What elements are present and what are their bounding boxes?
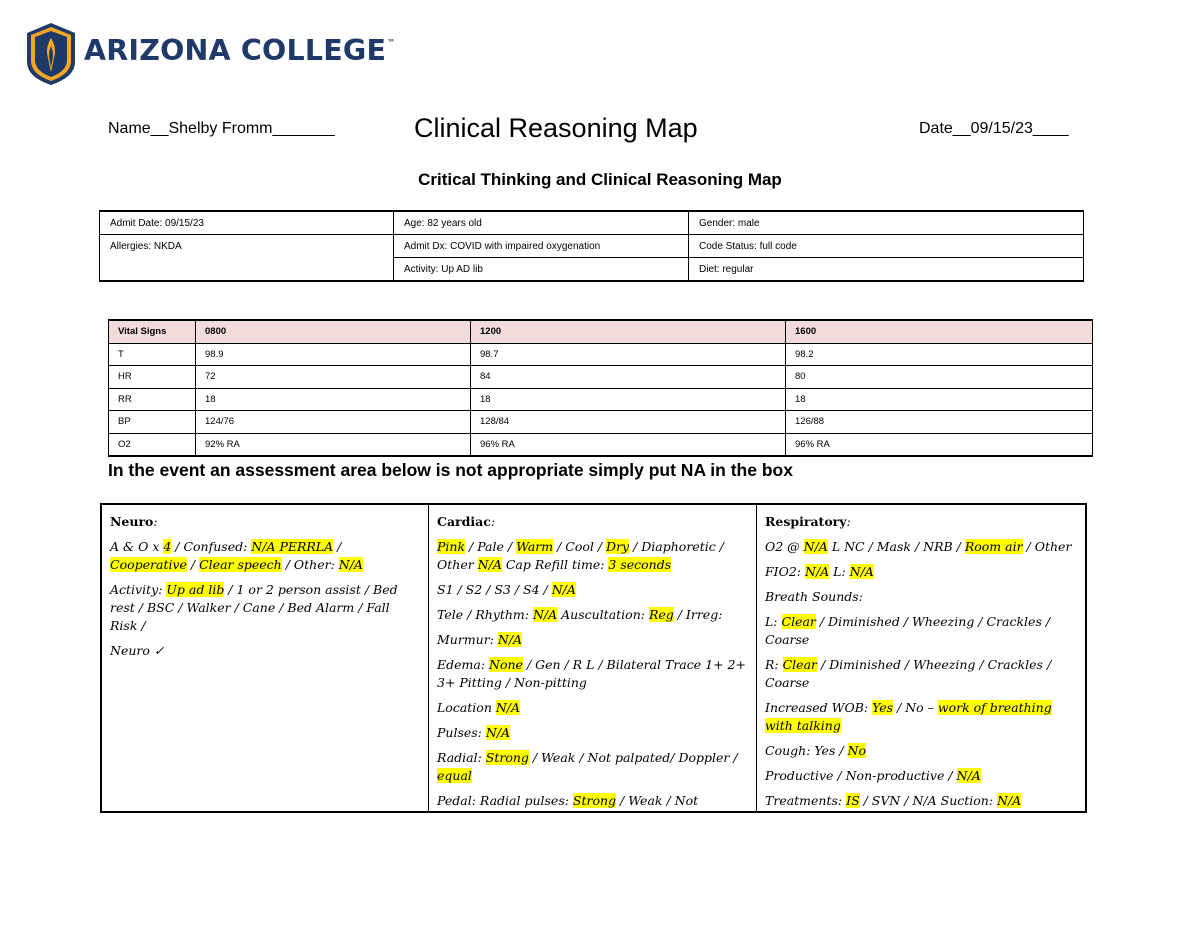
table-row (109, 366, 1093, 389)
cardiac-rhythm: Tele / Rhythm: N/A Auscultation: Reg / Irreg: (437, 607, 723, 622)
admit-date: Admit Date: 09/15/23 (100, 211, 394, 235)
neuro-activity: Activity: Up ad lib / 1 or 2 person assist / Bed rest / BSC / Walker / Cane / Bed Alarm / Fall Risk / (110, 582, 398, 633)
vitals-cell: 96% RA (471, 433, 786, 456)
neuro-check: Neuro ✓ (110, 643, 165, 658)
vitals-cell: 92% RA (196, 433, 471, 456)
date-field: Date__09/15/23____ (919, 120, 1069, 137)
vitals-label: BP (109, 411, 196, 434)
code-status: Code Status: full code (689, 235, 1084, 258)
vitals-cell: 84 (471, 366, 786, 389)
vitals-label: HR (109, 366, 196, 389)
vitals-header-cell: 1200 (471, 320, 786, 343)
table-row (109, 433, 1093, 456)
vitals-cell: 128/84 (471, 411, 786, 434)
resp-wob: Increased WOB: Yes / No – work of breathing with talking (765, 700, 1052, 733)
resp-fio2: FIO2: N/A L: N/A (765, 564, 874, 579)
patient-gender: Gender: male (689, 211, 1084, 235)
cardiac-edema: Edema: None / Gen / R L / Bilateral Trace 1+ 2+ 3+ Pitting / Non-pitting (437, 657, 746, 690)
page-title: Clinical Reasoning Map (414, 113, 698, 143)
cardiac-skin: Pink / Pale / Warm / Cool / Dry / Diaphoretic / Other N/A Cap Refill time: 3 seconds (437, 539, 724, 572)
neuro-aox: A & O x 4 / Confused: N/A PERRLA / Cooperative / Clear speech / Other: N/A (110, 539, 363, 572)
vitals-cell: 80 (786, 366, 1093, 389)
diet: Diet: regular (689, 258, 1084, 282)
vitals-header-cell: 0800 (196, 320, 471, 343)
resp-o2: O2 @ N/A L NC / Mask / NRB / Room air / Other (765, 539, 1072, 554)
instruction-note: In the event an assessment area below is not appropriate simply put NA in the box (108, 460, 793, 480)
vitals-cell: 72 (196, 366, 471, 389)
vitals-cell: 126/88 (786, 411, 1093, 434)
assessment-table (100, 503, 1087, 813)
resp-right: R: Clear / Diminished / Wheezing / Crackles / Coarse (765, 657, 1052, 690)
vitals-header-cell: Vital Signs (109, 320, 196, 343)
cardiac-radial: Radial: Strong / Weak / Not palpated/ Doppler / equal (437, 750, 738, 783)
vitals-label: O2 (109, 433, 196, 456)
cardiac-column: Cardiac: Pink / Pale / Warm / Cool / Dry / Diaphoretic / Other N/A Cap Refill time: 3 seconds S1 / S2 / S3 / S4 / N/A Tele / Rhythm: N/A Auscultation: Reg / Irreg: Murmur: N/A Edema: None / Gen / R L / Bilateral Trace 1+ 2+ 3+ Pitting / Non-pitting Location N/A Pulses: N/A Radial: Strong / Weak / Not palpated/ Doppler / equal Pedal: Radial pulses: Strong / Weak / Not (429, 505, 757, 811)
cardiac-pedal: Pedal: Radial pulses: Strong / Weak / Not (437, 793, 699, 808)
table-row (109, 343, 1093, 366)
cardiac-murmur: Murmur: N/A (437, 632, 523, 647)
vitals-cell: 18 (786, 388, 1093, 411)
vitals-header-cell: 1600 (786, 320, 1093, 343)
resp-breath-sounds: Breath Sounds: (765, 589, 863, 604)
college-shield-logo (26, 22, 76, 86)
activity: Activity: Up AD lib (394, 258, 689, 282)
patient-age: Age: 82 years old (394, 211, 689, 235)
patient-info-table (99, 210, 1084, 282)
vitals-cell: 98.9 (196, 343, 471, 366)
respiratory-heading: Respiratory (765, 514, 847, 529)
respiratory-column: Respiratory: O2 @ N/A L NC / Mask / NRB / Room air / Other FIO2: N/A L: N/A Breath Sounds: L: Clear / Diminished / Wheezing / Crackles / Coarse R: Clear / Diminished / Wheezing / Crackles / Coarse Increased WOB: Yes / No – work of breathing with talking Cough: Yes / No Productive / Non-productive / N/A Treatments: IS / SVN / N/A Suction: N/A (757, 505, 1083, 811)
vitals-cell: 96% RA (786, 433, 1093, 456)
vitals-cell: 18 (196, 388, 471, 411)
section-subtitle: Critical Thinking and Clinical Reasoning Map (418, 170, 782, 189)
vitals-cell: 124/76 (196, 411, 471, 434)
table-row (109, 411, 1093, 434)
vitals-cell: 98.2 (786, 343, 1093, 366)
resp-left: L: Clear / Diminished / Wheezing / Crackles / Coarse (765, 614, 1051, 647)
resp-treatments: Treatments: IS / SVN / N/A Suction: N/A (765, 793, 1022, 808)
vitals-label: RR (109, 388, 196, 411)
cardiac-heading: Cardiac (437, 514, 491, 529)
cardiac-pulses: Pulses: N/A (437, 725, 511, 740)
vitals-cell: 98.7 (471, 343, 786, 366)
resp-productive: Productive / Non-productive / N/A (765, 768, 981, 783)
vitals-cell: 18 (471, 388, 786, 411)
admit-dx: Admit Dx: COVID with impaired oxygenation (394, 235, 689, 258)
allergies: Allergies: NKDA (100, 235, 394, 258)
neuro-heading: Neuro (110, 514, 154, 529)
vitals-label: T (109, 343, 196, 366)
cardiac-location: Location N/A (437, 700, 521, 715)
table-row (109, 388, 1093, 411)
neuro-column: Neuro: A & O x 4 / Confused: N/A PERRLA / Cooperative / Clear speech / Other: N/A Activity: Up ad lib / 1 or 2 person assist / Bed rest / BSC / Walker / Cane / Bed Alarm / Fall Risk / Neuro ✓ (102, 505, 429, 811)
college-wordmark: ARIZONA COLLEGE™ (84, 34, 396, 67)
vital-signs-table (108, 319, 1093, 457)
student-name: Name__Shelby Fromm_______ (108, 120, 335, 137)
cardiac-heart-sounds: S1 / S2 / S3 / S4 / N/A (437, 582, 576, 597)
info-empty-cell (100, 258, 394, 282)
resp-cough: Cough: Yes / No (765, 743, 866, 758)
